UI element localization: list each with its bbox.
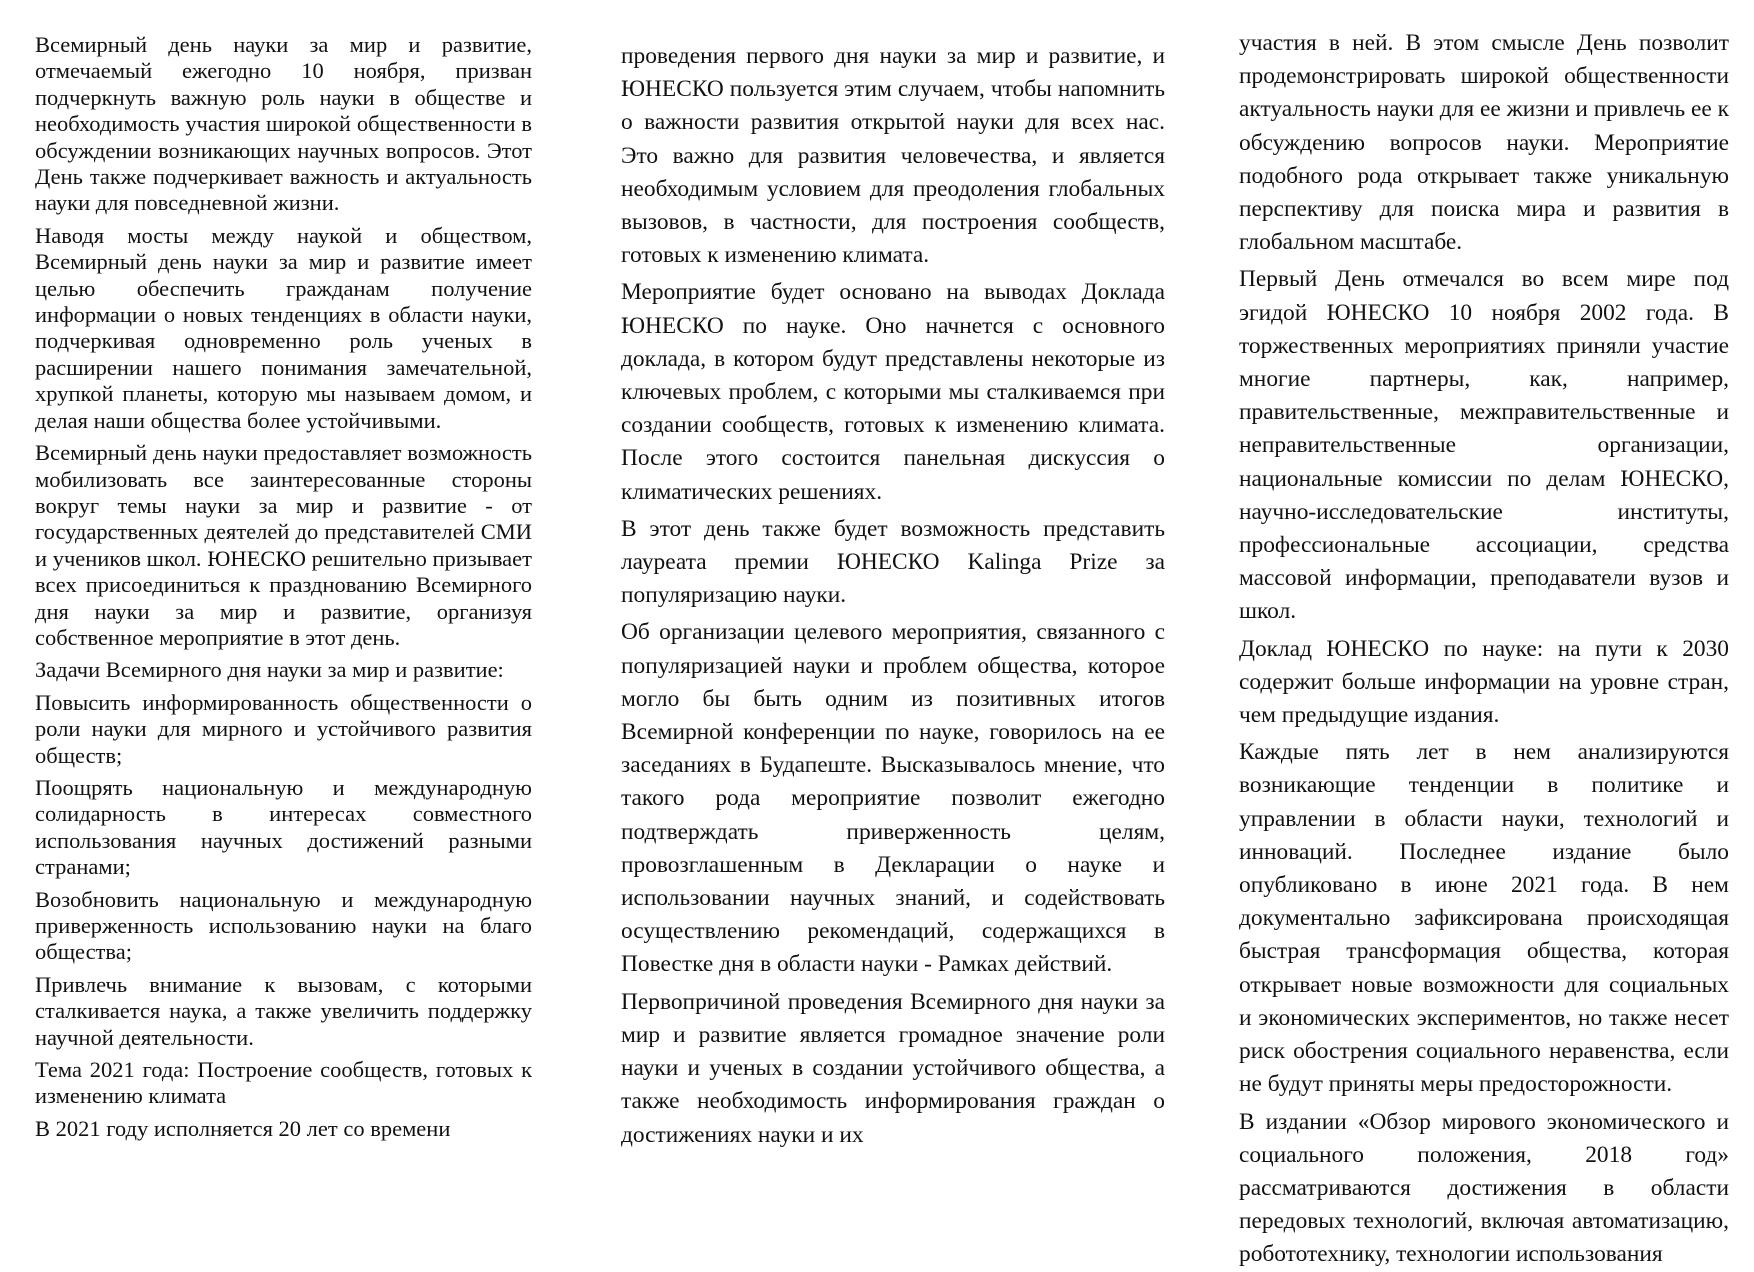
paragraph: участия в ней. В этом смысле День позволит продемонстрировать широкой общественности актуальность науки для ее жизни и привлечь ее к обсуждению вопросов науки. Мероприятие подобного рода открывает также уникальную перспективу для поиска мира и развития в глобальном масштабе. bbox=[1239, 30, 1729, 256]
paragraph: Возобновить национальную и международную приверженность использованию науки на благо общества; bbox=[35, 886, 532, 965]
paragraph: Всемирный день науки предоставляет возможность мобилизовать все заинтересованные стороны вокруг темы науки за мир и развитие - от государственных деятелей до представителей СМИ и учеников школ. ЮНЕСКО решительно призывает всех присоединиться к празднованию Всемирного дня науки за мир и развитие, организуя собственное мероприятие в этот день. bbox=[35, 440, 532, 650]
paragraph: Мероприятие будет основано на выводах Доклада ЮНЕСКО по науке. Оно начнется с основного доклада, в котором будут представлены некоторые из ключевых проблем, с которыми мы сталкиваемся при создании сообществ, готовых к изменению климата. После этого состоится панельная дискуссия о климатических решениях. bbox=[621, 279, 1165, 505]
paragraph: Поощрять национальную и международную солидарность в интересах совместного использования научных достижений разными странами; bbox=[35, 774, 532, 880]
text-column-left bbox=[35, 32, 532, 1142]
text-column-middle bbox=[621, 40, 1165, 1152]
paragraph: Повысить информированность общественности о роли науки для мирного и устойчивого развития обществ; bbox=[35, 689, 532, 768]
paragraph: Первопричиной проведения Всемирного дня науки за мир и развитие является громадное значение роли науки и ученых в создании устойчивого общества, а также необходимость информирования граждан о достижениях науки и их bbox=[621, 988, 1165, 1148]
paragraph: Всемирный день науки за мир и развитие, отмечаемый ежегодно 10 ноября, призван подчеркнуть важную роль науки в обществе и необходимость участия широкой общественности в обсуждении возникающих научных вопросов. Этот День также подчеркивает важность и актуальность науки для повседневной жизни. bbox=[35, 32, 532, 216]
paragraph: проведения первого дня науки за мир и развитие, и ЮНЕСКО пользуется этим случаем, чтобы напомнить о важности развития открытой науки для всех нас. Это важно для развития человечества, и является необходимым условием для преодоления глобальных вызовов, в частности, для построения сообществ, готовых к изменению климата. bbox=[621, 43, 1165, 269]
text-column-right bbox=[1239, 27, 1729, 1272]
paragraph: Задачи Всемирного дня науки за мир и развитие: bbox=[35, 657, 504, 683]
paragraph: Тема 2021 года: Построение сообществ, готовых к изменению климата bbox=[35, 1057, 532, 1109]
paragraph: Каждые пять лет в нем анализируются возникающие тенденции в политике и управлении в области науки, технологий и инноваций. Последнее издание было опубликовано в июне 2021 года. В нем документально зафиксирована происходящая быстрая трансформация общества, которая открывает новые возможности для социальных и экономических экспериментов, но также несет риск обострения социального неравенства, если не будут приняты меры предосторожности. bbox=[1239, 739, 1729, 1098]
paragraph: Первый День отмечался во всем мире под эгидой ЮНЕСКО 10 ноября 2002 года. В торжественных мероприятиях приняли участие многие партнеры, как, например, правительственные, межправительственные и неправительственные организации, национальные комиссии по делам ЮНЕСКО, научно-исследовательские институты, профессиональные ассоциации, средства массовой информации, преподаватели вузов и школ. bbox=[1239, 266, 1729, 625]
paragraph: В 2021 году исполняется 20 лет со времени bbox=[35, 1115, 451, 1141]
paragraph: В этот день также будет возможность представить лауреата премии ЮНЕСКО Kalinga Prize за популяризацию науки. bbox=[621, 515, 1165, 609]
paragraph: Наводя мосты между наукой и обществом, Всемирный день науки за мир и развитие имеет целью обеспечить гражданам получение информации о новых тенденциях в области науки, подчеркивая одновременно роль ученых в расширении нашего понимания замечательной, хрупкой планеты, которую мы называем домом, и делая наши общества более устойчивыми. bbox=[35, 222, 532, 433]
paragraph: Об организации целевого мероприятия, связанного с популяризацией науки и проблем общества, которое могло бы быть одним из позитивных итогов Всемирной конференции по науке, говорилось на ее заседаниях в Будапеште. Высказывалось мнение, что такого рода мероприятие позволит ежегодно подтверждать приверженность целям, провозглашенным в Декларации о науке и использовании научных знаний, и содействовать осуществлению рекомендаций, содержащихся в Повестке дня в области науки - Рамках действий. bbox=[621, 619, 1165, 978]
paragraph: Привлечь внимание к вызовам, с которыми сталкивается наука, а также увеличить поддержку научной деятельности. bbox=[35, 971, 532, 1050]
paragraph: В издании «Обзор мирового экономического и социального положения, 2018 год» рассматриваются достижения в области передовых технологий, включая автоматизацию, робототехнику, технологии использования bbox=[1239, 1108, 1729, 1268]
paragraph: Доклад ЮНЕСКО по науке: на пути к 2030 содержит больше информации на уровне стран, чем предыдущие издания. bbox=[1239, 635, 1729, 729]
